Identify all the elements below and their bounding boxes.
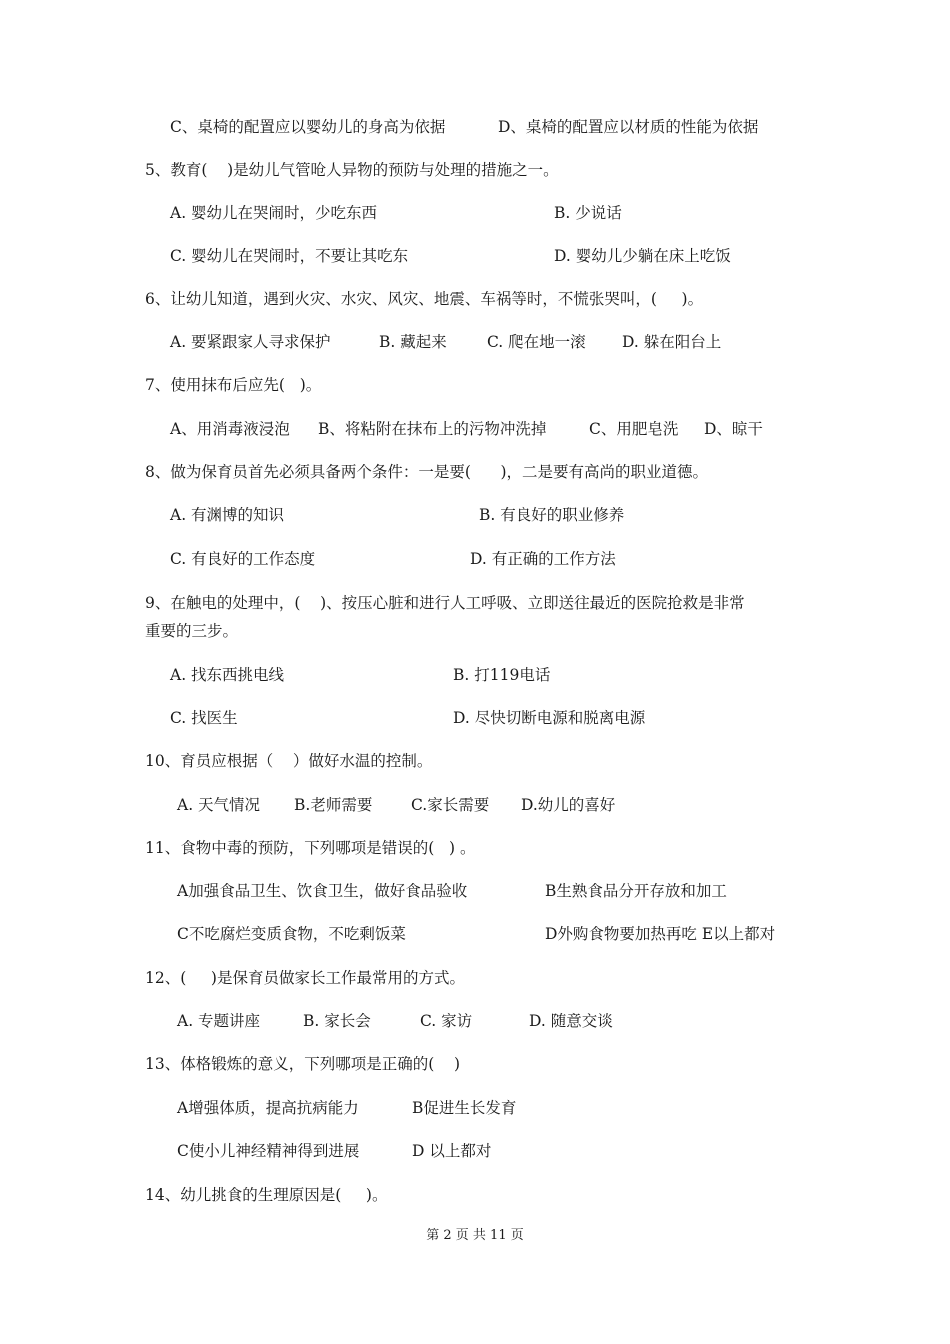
text-line: C、用肥皂洗	[589, 420, 679, 438]
text-line: 14、幼儿挑食的生理原因是( )。	[145, 1186, 388, 1204]
text-line: B.老师需要	[294, 796, 373, 814]
text-line: 12、( )是保育员做家长工作最常用的方式。	[145, 969, 465, 987]
text-line: D. 婴幼儿少躺在床上吃饭	[554, 247, 731, 265]
text-line: C. 家访	[420, 1012, 473, 1030]
text-line: B. 打119电话	[453, 666, 551, 684]
text-line: A加强食品卫生、饮食卫生，做好食品验收	[177, 882, 468, 900]
text-line: A、用消毒液浸泡	[170, 420, 290, 438]
text-line: C不吃腐烂变质食物，不吃剩饭菜	[177, 925, 406, 943]
text-line: 8、做为保育员首先必须具备两个条件：一是要( )，二是要有高尚的职业道德。	[145, 463, 709, 481]
text-line: A. 婴幼儿在哭闹时，少吃东西	[170, 204, 378, 222]
text-line: 6、让幼儿知道，遇到火灾、水灾、风灾、地震、车祸等时，不慌张哭叫，( )。	[145, 290, 704, 308]
text-line: C. 婴幼儿在哭闹时，不要让其吃东	[170, 247, 409, 265]
text-line: 5、教育( )是幼儿气管呛人异物的预防与处理的措施之一。	[145, 161, 559, 179]
text-line: D、晾干	[704, 420, 763, 438]
text-line: D. 躲在阳台上	[622, 333, 722, 351]
text-line: C使小儿神经精神得到进展	[177, 1142, 360, 1160]
text-line: C. 爬在地一滚	[487, 333, 586, 351]
text-line: B. 藏起来	[379, 333, 447, 351]
text-line: B促进生长发育	[412, 1099, 517, 1117]
text-line: C. 有良好的工作态度	[170, 550, 316, 568]
text-line: 9、在触电的处理中，( )、按压心脏和进行人工呼吸、立即送往最近的医院抢救是非常	[145, 594, 745, 612]
text-line: C.家长需要	[411, 796, 490, 814]
text-line: A增强体质，提高抗病能力	[177, 1099, 359, 1117]
page-footer: 第 2 页 共 11 页	[426, 1228, 524, 1243]
text-line: D. 随意交谈	[529, 1012, 613, 1030]
text-line: A. 专题讲座	[177, 1012, 261, 1030]
text-line: D.幼儿的喜好	[521, 796, 616, 814]
text-line: B. 少说话	[554, 204, 622, 222]
text-line: D外购食物要加热再吃 E以上都对	[545, 925, 776, 943]
text-line: B. 家长会	[303, 1012, 371, 1030]
text-line: A. 找东西挑电线	[170, 666, 285, 684]
text-line: D. 尽快切断电源和脱离电源	[453, 709, 646, 727]
text-line: A. 有渊博的知识	[170, 506, 285, 524]
text-line: D. 有正确的工作方法	[470, 550, 616, 568]
text-line: B、将粘附在抹布上的污物冲洗掉	[318, 420, 547, 438]
text-line: C、桌椅的配置应以婴幼儿的身高为依据	[170, 118, 446, 136]
text-line: 13、体格锻炼的意义，下列哪项是正确的( )	[145, 1055, 461, 1073]
text-line: B. 有良好的职业修养	[479, 506, 625, 524]
text-line: 重要的三步。	[145, 622, 239, 640]
text-line: B生熟食品分开存放和加工	[545, 882, 727, 900]
text-line: D、桌椅的配置应以材质的性能为依据	[498, 118, 759, 136]
text-line: 10、育员应根据（ ）做好水温的控制。	[145, 752, 433, 770]
text-line: C. 找医生	[170, 709, 238, 727]
text-line: 11、食物中毒的预防，下列哪项是错误的( ) 。	[145, 839, 476, 857]
text-line: D 以上都对	[412, 1142, 492, 1160]
text-line: A. 要紧跟家人寻求保护	[170, 333, 331, 351]
text-line: 7、使用抹布后应先( )。	[145, 376, 322, 394]
text-line: A. 天气情况	[177, 796, 261, 814]
